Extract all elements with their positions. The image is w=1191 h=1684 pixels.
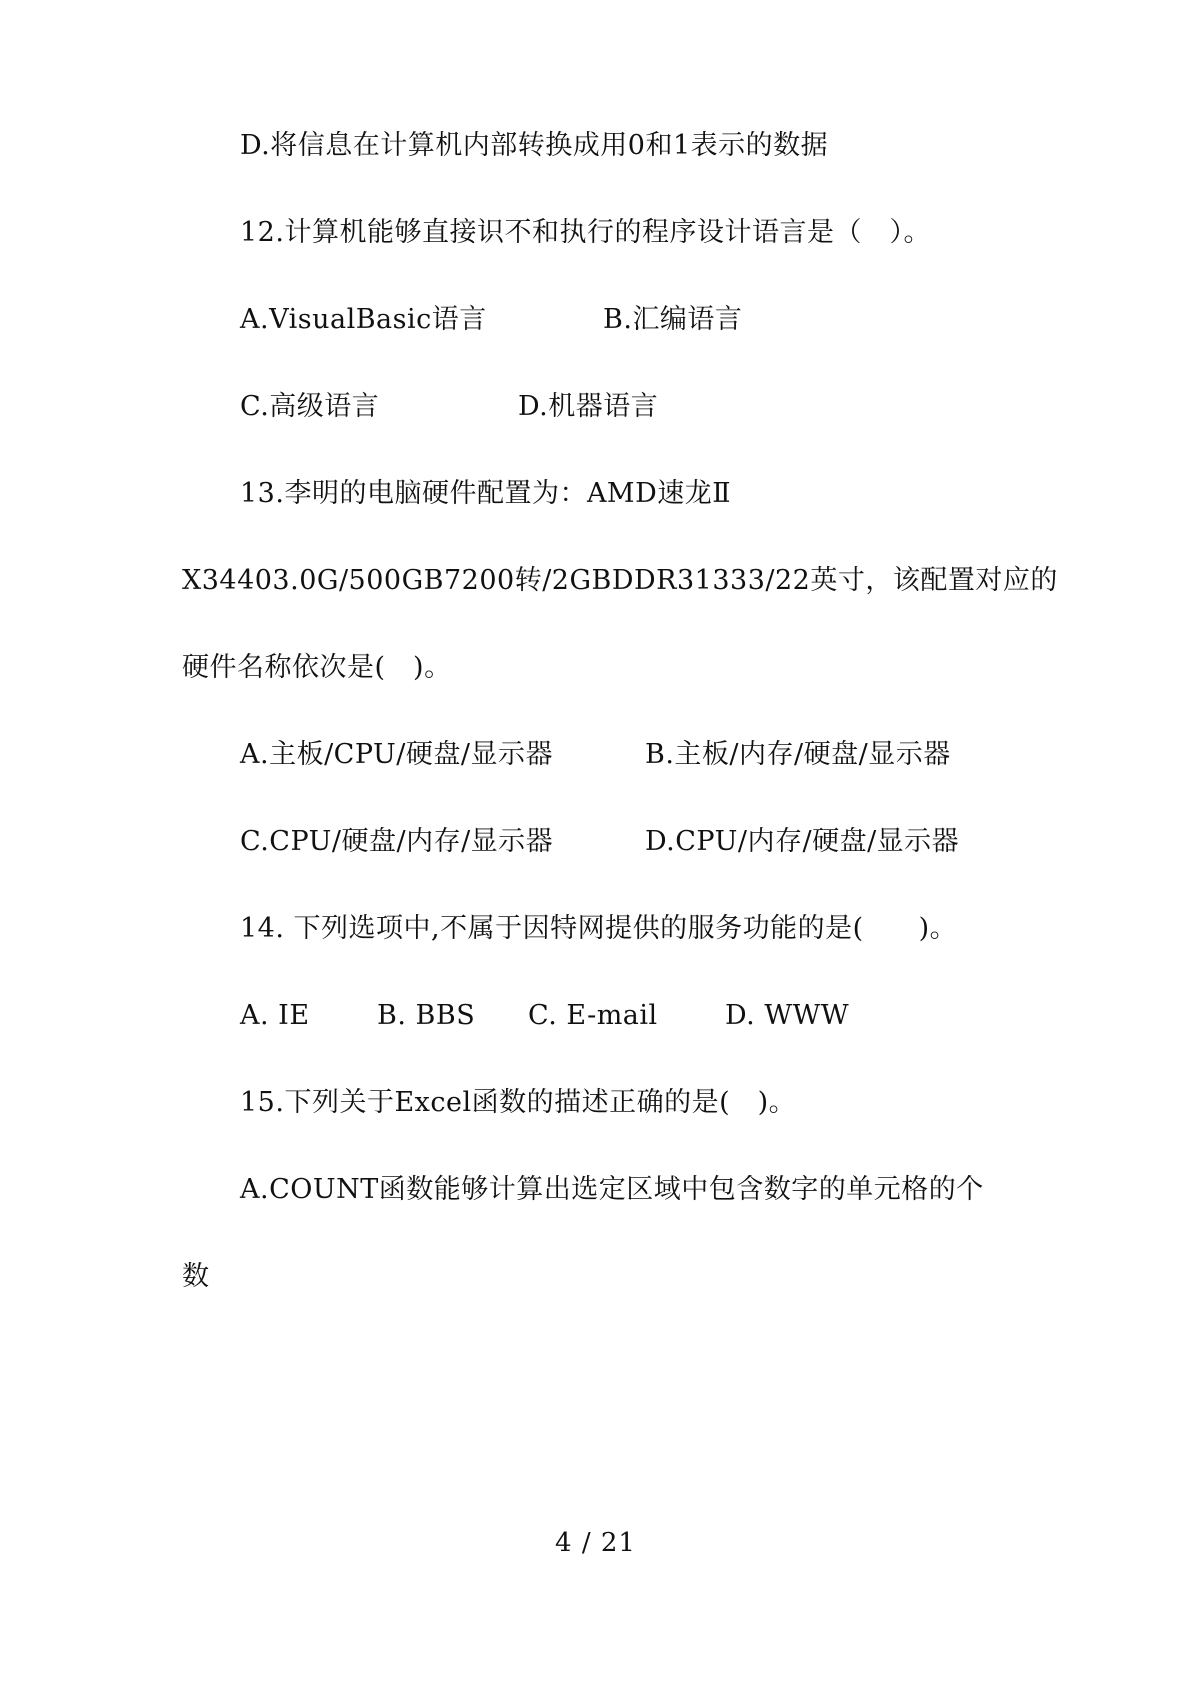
option-c: C.高级语言	[240, 391, 380, 422]
option-c: C. E-mail	[528, 1000, 658, 1031]
option-line: D.将信息在计算机内部转换成用0和1表示的数据	[240, 130, 829, 161]
page-number: 4 / 21	[555, 1528, 636, 1558]
option-a: A.主板/CPU/硬盘/显示器	[240, 739, 553, 770]
option-b: B.汇编语言	[603, 304, 743, 335]
option-d: D.CPU/内存/硬盘/显示器	[645, 826, 960, 857]
option-d: D.机器语言	[518, 391, 659, 422]
option-a: A.COUNT函数能够计算出选定区域中包含数字的单元格的个	[240, 1174, 984, 1205]
option-b: B.主板/内存/硬盘/显示器	[645, 739, 951, 770]
question-13-continued: 硬件名称依次是( )。	[182, 652, 452, 683]
option-b: B. BBS	[377, 1000, 476, 1031]
question-15: 15.下列关于Excel函数的描述正确的是( )。	[240, 1087, 797, 1118]
option-c: C.CPU/硬盘/内存/显示器	[240, 826, 554, 857]
question-13: 13.李明的电脑硬件配置为：AMD速龙Ⅱ	[240, 478, 732, 509]
question-14: 14. 下列选项中,不属于因特网提供的服务功能的是( )。	[240, 913, 958, 944]
option-a-continued: 数	[182, 1261, 210, 1292]
question-13-continued: X34403.0G/500GB7200转/2GBDDR31333/22英寸，该配置对应的	[182, 565, 1058, 596]
question-12: 12.计算机能够直接识不和执行的程序设计语言是（ ）。	[240, 217, 931, 248]
option-a: A. IE	[240, 1000, 310, 1031]
option-d: D. WWW	[725, 1000, 850, 1031]
option-a: A.VisualBasic语言	[240, 304, 487, 335]
